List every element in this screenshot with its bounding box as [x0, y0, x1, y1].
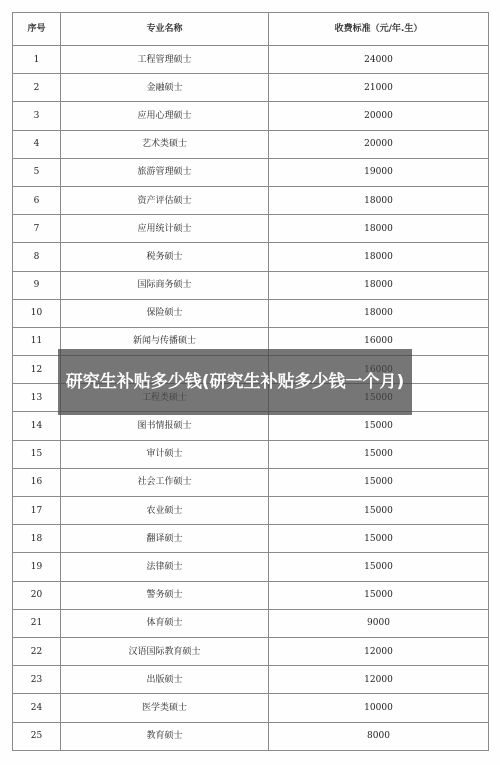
- row-index-cell: 5: [13, 158, 61, 186]
- fee-cell: 18000: [269, 215, 489, 243]
- table-row: [13, 243, 489, 271]
- major-name-cell: 旅游管理硕士: [61, 158, 269, 186]
- major-name-cell: 金融硕士: [61, 74, 269, 102]
- row-index-cell: 2: [13, 74, 61, 102]
- row-index-cell: 7: [13, 215, 61, 243]
- column-header-fee: 收费标准（元/年.生）: [269, 13, 489, 46]
- major-name-cell: 法律硕士: [61, 553, 269, 581]
- row-index-cell: 1: [13, 46, 61, 74]
- table-row: [13, 440, 489, 468]
- table-row: [13, 158, 489, 186]
- fee-cell: 19000: [269, 158, 489, 186]
- fee-cell: 12000: [269, 637, 489, 665]
- table-row: [13, 271, 489, 299]
- fee-cell: 15000: [269, 468, 489, 496]
- major-name-cell: 国际商务硕士: [61, 271, 269, 299]
- overlay-title: 研究生补贴多少钱(研究生补贴多少钱一个月): [65, 372, 405, 392]
- table-row: [13, 637, 489, 665]
- fee-cell: 15000: [269, 553, 489, 581]
- fee-cell: 18000: [269, 186, 489, 214]
- row-index-cell: 25: [13, 722, 61, 750]
- major-name-cell: 图书情报硕士: [61, 412, 269, 440]
- fee-cell: 18000: [269, 299, 489, 327]
- row-index-cell: 24: [13, 694, 61, 722]
- row-index-cell: 17: [13, 497, 61, 525]
- major-name-cell: 审计硕士: [61, 440, 269, 468]
- row-index-cell: 8: [13, 243, 61, 271]
- major-name-cell: 教育硕士: [61, 722, 269, 750]
- fee-cell: 8000: [269, 722, 489, 750]
- table-row: [13, 102, 489, 130]
- fee-cell: 20000: [269, 130, 489, 158]
- row-index-cell: 13: [13, 384, 61, 412]
- fee-cell: 12000: [269, 666, 489, 694]
- row-index-cell: 9: [13, 271, 61, 299]
- fee-cell: 9000: [269, 609, 489, 637]
- row-index-cell: 12: [13, 356, 61, 384]
- fee-cell: 18000: [269, 243, 489, 271]
- table-row: [13, 694, 489, 722]
- major-name-cell: 保险硕士: [61, 299, 269, 327]
- fee-cell: 21000: [269, 74, 489, 102]
- row-index-cell: 23: [13, 666, 61, 694]
- major-name-cell: 税务硕士: [61, 243, 269, 271]
- major-name-cell: 工程管理硕士: [61, 46, 269, 74]
- major-name-cell: 出版硕士: [61, 666, 269, 694]
- fee-cell: 15000: [269, 497, 489, 525]
- row-index-cell: 16: [13, 468, 61, 496]
- row-index-cell: 11: [13, 327, 61, 355]
- major-name-cell: 警务硕士: [61, 581, 269, 609]
- major-name-cell: 翻译硕士: [61, 525, 269, 553]
- table-row: [13, 299, 489, 327]
- major-name-cell: 农业硕士: [61, 497, 269, 525]
- table-row: [13, 581, 489, 609]
- table-row: [13, 46, 489, 74]
- major-name-cell: 医学类硕士: [61, 694, 269, 722]
- fee-cell: 16000: [269, 327, 489, 355]
- column-header-index: 序号: [13, 13, 61, 46]
- table-row: [13, 74, 489, 102]
- fee-cell: 15000: [269, 412, 489, 440]
- row-index-cell: 3: [13, 102, 61, 130]
- fee-cell: 15000: [269, 581, 489, 609]
- row-index-cell: 14: [13, 412, 61, 440]
- fee-cell: 15000: [269, 440, 489, 468]
- major-name-cell: 资产评估硕士: [61, 186, 269, 214]
- major-name-cell: 汉语国际教育硕士: [61, 637, 269, 665]
- table-row: [13, 468, 489, 496]
- row-index-cell: 10: [13, 299, 61, 327]
- row-index-cell: 6: [13, 186, 61, 214]
- row-index-cell: 21: [13, 609, 61, 637]
- table-row: [13, 412, 489, 440]
- major-name-cell: 应用统计硕士: [61, 215, 269, 243]
- major-name-cell: 新闻与传播硕士: [61, 327, 269, 355]
- table-row: [13, 186, 489, 214]
- row-index-cell: 19: [13, 553, 61, 581]
- row-index-cell: 4: [13, 130, 61, 158]
- fee-cell: 20000: [269, 102, 489, 130]
- row-index-cell: 18: [13, 525, 61, 553]
- column-header-major: 专业名称: [61, 13, 269, 46]
- table-row: [13, 525, 489, 553]
- row-index-cell: 15: [13, 440, 61, 468]
- table-row: [13, 553, 489, 581]
- major-name-cell: 体育硕士: [61, 609, 269, 637]
- fee-cell: 24000: [269, 46, 489, 74]
- row-index-cell: 20: [13, 581, 61, 609]
- table-header-row: [13, 13, 489, 46]
- table-row: [13, 722, 489, 750]
- row-index-cell: 22: [13, 637, 61, 665]
- table-row: [13, 609, 489, 637]
- table-row: [13, 497, 489, 525]
- table-row: [13, 215, 489, 243]
- fee-cell: 18000: [269, 271, 489, 299]
- major-name-cell: 社会工作硕士: [61, 468, 269, 496]
- table-row: [13, 666, 489, 694]
- table-row: [13, 130, 489, 158]
- fee-cell: 15000: [269, 525, 489, 553]
- major-name-cell: 应用心理硕士: [61, 102, 269, 130]
- title-overlay-banner: [58, 349, 412, 415]
- major-name-cell: 艺术类硕士: [61, 130, 269, 158]
- fee-cell: 10000: [269, 694, 489, 722]
